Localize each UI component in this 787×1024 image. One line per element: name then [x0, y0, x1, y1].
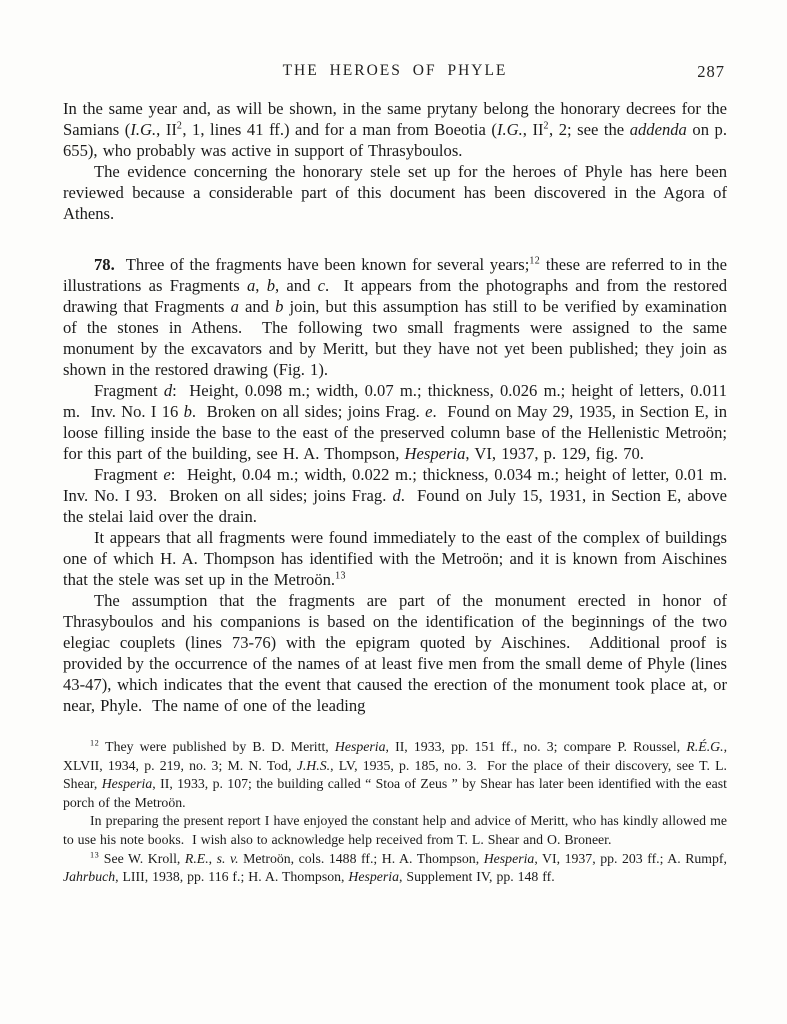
paragraph-fragment-e: Fragment e: Height, 0.04 m.; width, 0.022 m.; thickness, 0.034 m.; height of letter, 0.01 m. Inv. No. I 93. Broken on all sides; joins Frag. d. Found on July 15, 1931, in Section E, above the stelai laid over the drain. — [63, 465, 738, 526]
body-text — [63, 98, 738, 716]
footnote-13: $^{13}$ See W. Kroll, R.E., s. v. Metroön, cols. 1488 ff.; H. A. Thompson, Hesperia, VI, 1937, pp. 203 ff.; A. Rumpf, Jahrbuch, LIII, 1938, pp. 116 f.; H. A. Thompson, Hesperia, Supplement IV, pp. 148 ff. — [63, 849, 731, 885]
running-header — [63, 62, 727, 84]
paragraph: The assumption that the fragments are part of the monument erected in honor of Thrasyboulos and his companions is based on the identification of the beginnings of the two elegiac couplets (lines 73-76) with the epigram quoted by Aischines. Additional proof is provided by the occurrence of the names of at least five men from the small deme of Phyle (lines 43-47), which indicates that the event that caused the erection of the monument took place at, or near, Phyle. The name of one of the leading — [63, 591, 733, 715]
running-head-title: THE HEROES OF PHYLE — [282, 62, 508, 79]
page-number: 287 — [697, 62, 725, 81]
paragraph: The evidence concerning the honorary stele set up for the heroes of Phyle has here been reviewed because a considerable part of this document has been discovered in the Agora of Athens. — [63, 162, 733, 223]
paragraph-fragment-d: Fragment d: Height, 0.098 m.; width, 0.07 m.; thickness, 0.026 m.; height of letters, 0.011 m. Inv. No. I 16 b. Broken on all sides; joins Frag. e. Found on May 29, 1935, in Section E, in loose filling inside the base to the east of the preserved column base of the Hellenistic Metroön; for this part of the building, see H. A. Thompson, Hesperia, VI, 1937, p. 129, fig. 70. — [63, 381, 733, 463]
paragraph-continuation: In the same year and, as will be shown, in the same prytany belong the honorary decrees for the Samians (I.G., $II^2$, 1, lines 41 ff.) and for a man from Boeotia (I.G., $II^2$, 2; see the addenda on p. 655), who probably was active in support of Thrasyboulos. — [63, 99, 733, 160]
footnote-acknowledgement: In preparing the present report I have enjoyed the constant help and advice of Meritt, who has kindly allowed me to use his note books. I wish also to acknowledge help received from T. L. Shear and O. Broneer. — [63, 813, 731, 847]
paragraph: It appears that all fragments were found immediately to the east of the complex of buildings one of which H. A. Thompson has identified with the Metroön; and it is known from Aischines that the stele was set up in the Metroön.$^{13}$ — [63, 528, 733, 589]
paragraph-section-78: 78. Three of the fragments have been known for several years;$^{12}$ these are referred to in the illustrations as Fragments a, b, and c. It appears from the photographs and from the restored drawing that Fragments a and b join, but this assumption has still to be verified by examination of the stones in Athens. The following two small fragments were assigned to the same monument by the excavators and by Meritt, but they have not yet been published; they join as shown in the restored drawing (Fig. 1). — [63, 255, 733, 379]
footnote-12: $^{12}$ They were published by B. D. Meritt, Hesperia, II, 1933, pp. 151 ff., no. 3; compare P. Roussel, R.É.G., XLVII, 1934, p. 219, no. 3; M. N. Tod, J.H.S., LV, 1935, p. 185, no. 3. For the place of their discovery, see T. L. Shear, Hesperia, II, 1933, p. 107; the building called “ Stoa of Zeus ” by Shear has later been identified with the east porch of the Metroön. — [63, 738, 731, 810]
footnotes — [63, 738, 731, 887]
